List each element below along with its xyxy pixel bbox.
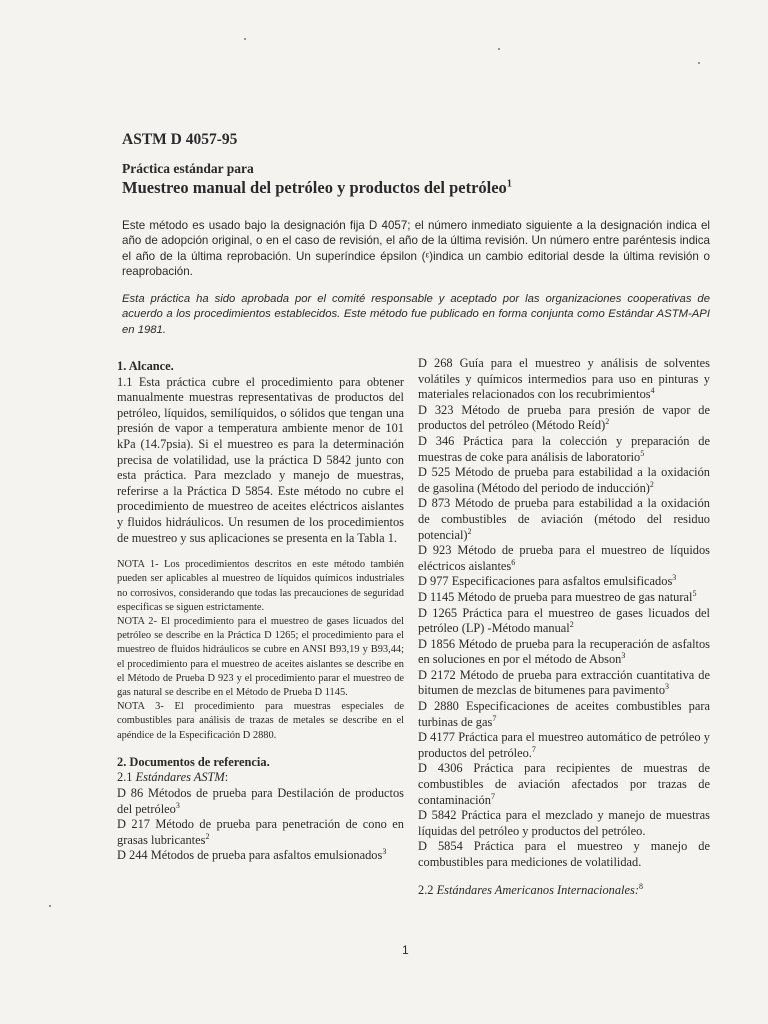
subsection-2-1: 2.1 Estándares ASTM: [117, 770, 229, 785]
reference-text: D 923 Método de prueba para el muestreo de líquidos eléctricos aislantes [418, 543, 710, 573]
reference-list-left [117, 786, 404, 864]
reference-footnote-mark: 6 [511, 557, 516, 567]
reference-item [418, 699, 710, 730]
reference-text: D 873 Método de prueba para estabilidad a la oxidación de combustibles de aviación (método del residuo potencial) [418, 496, 710, 542]
reference-text: D 1145 Método de prueba para muestreo de gas natural [418, 589, 693, 604]
reference-item [418, 543, 710, 574]
reference-footnote-mark: 7 [490, 791, 495, 801]
reference-footnote-mark: 5 [692, 588, 697, 598]
title-footnote-mark: 1 [506, 178, 512, 190]
reference-item [418, 730, 710, 761]
note-1: NOTA 1- Los procedimientos descritos en este método también pueden ser aplicables al muestreo de líquidos químicos industriales no corrosivos, considerando que todas las precauciones de seguridad especificas se siguen estrictamente. [117, 559, 404, 613]
reference-text: D 244 Métodos de prueba para asfaltos emulsionados [117, 848, 383, 863]
reference-item [418, 668, 710, 699]
reference-text: D 86 Métodos de prueba para Destilación de productos del petróleo [117, 785, 404, 816]
reference-item [418, 761, 710, 808]
reference-item [418, 434, 710, 465]
reference-footnote-mark: 3 [621, 651, 626, 661]
reference-footnote-mark: 2 [605, 417, 610, 427]
reference-item [418, 465, 710, 496]
reference-footnote-mark: 2 [205, 831, 210, 841]
reference-text: D 268 Guía para el muestreo y análisis de solventes volátiles y químicos intermedios para uso en pinturas y materiales relacionados con los recubrimientos [418, 356, 710, 402]
reference-footnote-mark: 2 [467, 526, 472, 536]
reference-footnote-mark: 2 [649, 479, 654, 489]
reference-item [418, 496, 710, 543]
reference-item [418, 606, 710, 637]
reference-list-right [418, 356, 710, 871]
reference-text: D 1265 Práctica para el muestreo de gases licuados del petróleo (LP) -Método manual [418, 605, 710, 636]
reference-footnote-mark: 2 [569, 619, 574, 629]
scope-paragraph: 1.1 Esta práctica cubre el procedimiento para obtener manualmente muestras representativas de productos del petróleo, líquidos, semilíquidos, o sólidos que tengan una presión de vapor a temperatura ambiente menor de 101 kPa (14.7psia). Si el muestreo es para la determinación precisa de volatilidad, use la práctica D 5842 junto con esta práctica. Para mezclado y manejo de muestras, referirse a la Práctica D 5854. Este método no cubre el procedimiento de muestreo de aceites eléctricos aislantes y fluidos hidráulicos. Un resumen de los procedimientos de muestreo y sus aplicaciones se presenta en la Tabla 1. [117, 374, 404, 545]
reference-item [418, 403, 710, 434]
subsection-2-2: 2.2 Estándares Americanos Internacionales:$^8$ [418, 881, 643, 897]
reference-text: D 323 Método de prueba para presión de vapor de productos del petróleo (Método Reíd) [418, 402, 710, 433]
reference-item [418, 590, 710, 606]
reference-text: D 217 Método de prueba para penetración de cono en grasas lubricantes [117, 817, 404, 847]
section-1-heading: 1. Alcance. [117, 359, 174, 373]
scan-speck [244, 38, 246, 40]
reference-text: D 2880 Especificaciones de aceites combustibles para turbinas de gas [418, 699, 710, 729]
section-2-heading: 2. Documentos de referencia. [117, 754, 270, 769]
reference-text: D 4306 Práctica para recipientes de muestras de combustibles de aviación afectados por trazas de contaminación [418, 761, 710, 807]
page-number: 1 [402, 943, 409, 957]
reference-text: D 4177 Práctica para el muestreo automático de petróleo y productos del petróleo. [418, 730, 710, 760]
reference-text: D 2172 Método de prueba para extracción cuantitativa de bitumen de mezclas de bitumenes para pavimento [418, 667, 710, 698]
note-2: NOTA 2- El procedimiento para el muestreo de gases licuados del petróleo se describe en la Práctica D 1265; el procedimiento para el muestreo de fluidos hidráulicos se cubre en ANSI B93,19 y B93,44; el procedimiento para el muestreo de aceites aislantes se describe en el Método de Prueba D 923 y el procedimiento parar el muestreo de gas natural se describe en el Método de Prueba D 1145. [117, 615, 404, 698]
reference-item [418, 808, 710, 839]
approval-paragraph: Esta práctica ha sido aprobada por el comité responsable y aceptado por las organizaciones cooperativas de acuerdo a los procedimientos establecidos. Este método fue publicado en forma conjunta como Estándar ASTM-API en 1981. [122, 293, 710, 336]
reference-footnote-mark: 4 [650, 386, 655, 396]
reference-footnote-mark: 5 [640, 448, 645, 458]
reference-text: D 525 Método de prueba para estabilidad a la oxidación de gasolina (Método del periodo de inducción) [418, 465, 710, 495]
intro-paragraph: Este método es usado bajo la designación fija D 4057; el número inmediato siguiente a la designación indica el año de adopción original, o en el caso de revisión, el año de la última revisión. Un número entre paréntesis indica el año de la última reprobación. Un superíndice épsilon (ᵋ)indica un cambio editorial desde la última revisión o reaprobación. [122, 219, 710, 279]
scan-speck [498, 48, 500, 50]
document-kicker: Práctica estándar para [122, 161, 254, 176]
reference-item [418, 356, 710, 403]
reference-item [418, 637, 710, 668]
document-title-text: Muestreo manual del petróleo y productos del petróleo [122, 178, 507, 197]
reference-footnote-mark: 3 [382, 847, 387, 857]
standard-code: ASTM D 4057-95 [122, 131, 238, 148]
reference-text: D 346 Práctica para la colección y preparación de muestras de coke para análisis de laboratorio [418, 433, 710, 464]
reference-item [418, 839, 710, 870]
scan-speck [49, 905, 51, 907]
reference-text: D 1856 Método de prueba para la recuperación de asfaltos en soluciones en por el método de Abson [418, 636, 710, 667]
right-column [418, 356, 710, 898]
reference-text: D 5842 Práctica para el mezclado y manejo de muestras líquidas del petróleo y productos del petróleo. [418, 808, 710, 838]
reference-text: D 5854 Práctica para el muestreo y manejo de combustibles para mediciones de volatilidad. [418, 839, 710, 869]
reference-footnote-mark: 7 [492, 713, 497, 723]
left-column [117, 359, 404, 864]
reference-text: D 977 Especificaciones para asfaltos emulsificados [418, 574, 673, 589]
reference-item [117, 786, 404, 817]
reference-footnote-mark: 3 [672, 573, 677, 583]
reference-footnote-mark: 3 [665, 682, 670, 692]
note-3: NOTA 3- El procedimiento para muestras especiales de combustibles para análisis de trazas de metales se describe en el apéndice de la Especificación D 2880. [117, 701, 404, 741]
reference-footnote-mark: 7 [531, 744, 536, 754]
scan-speck [698, 62, 700, 64]
document-title [122, 178, 512, 198]
reference-item [117, 817, 404, 848]
reference-footnote-mark: 3 [175, 800, 180, 810]
reference-item [117, 848, 404, 864]
reference-item [418, 574, 710, 590]
